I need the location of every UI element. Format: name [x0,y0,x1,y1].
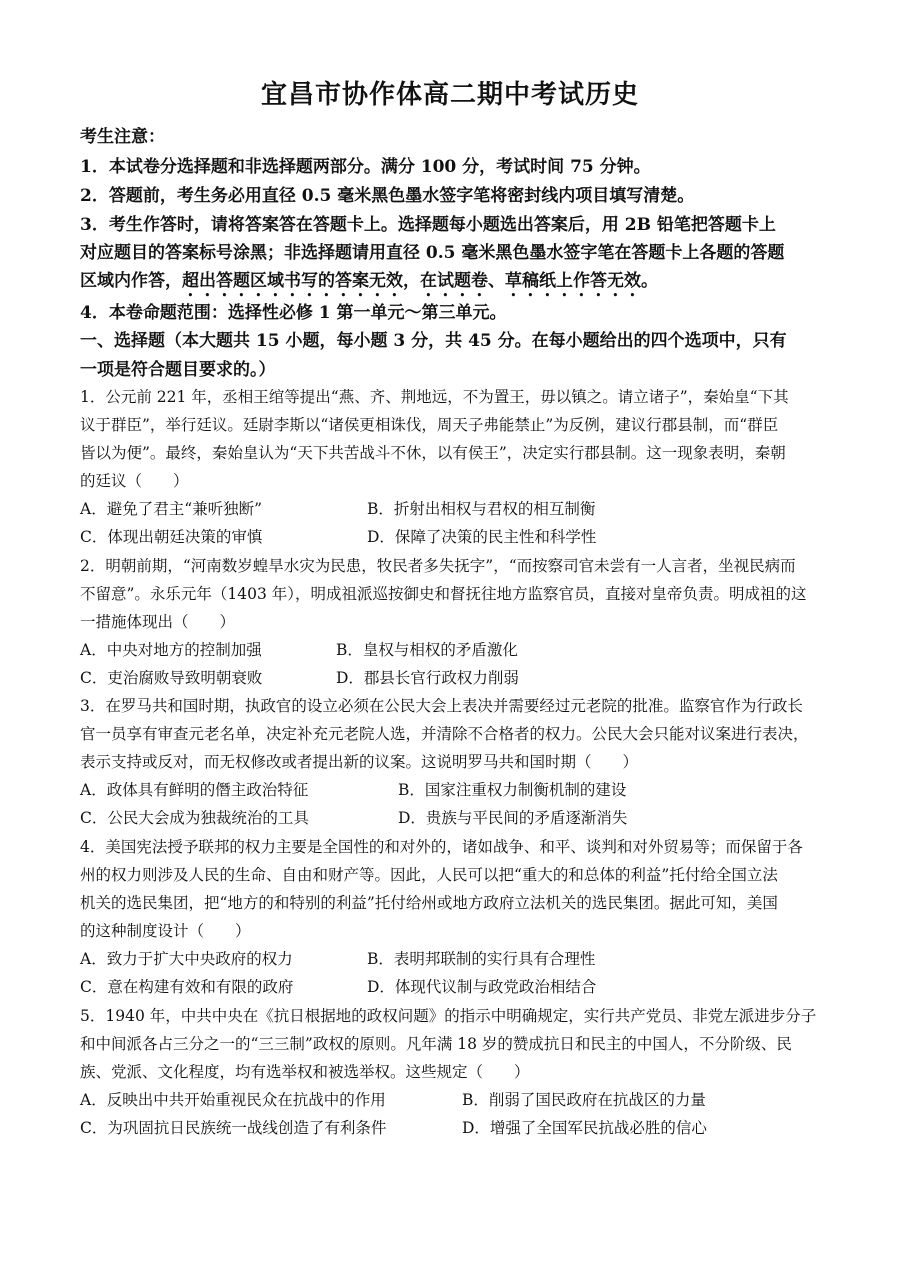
notice-line-6: 4．本卷命题范围：选择性必修 1 第一单元～第三单元。 [80,303,507,323]
q2-option-c: C．吏治腐败导致明朝衰败 [80,669,263,687]
q1-option-a: A．避免了君主“兼听独断” [80,500,263,518]
q2-option-b: B．皇权与相权的矛盾激化 [336,641,518,659]
q1-option-b: B．折射出相权与君权的相互制衡 [367,500,596,518]
q5-stem-line-3: 族、党派、文化程度，均有选举权和被选举权。这些规定（ ） [80,1063,530,1081]
q4-option-d: D．体现代议制与政党政治相结合 [367,978,597,996]
section-heading-line-2: 一项是符合题目要求的。） [80,360,276,380]
q1-option-c: C．体现出朝廷决策的审慎 [80,528,263,546]
q1-option-d: D．保障了决策的民主性和科学性 [367,528,597,546]
q4-option-c: C．意在构建有效和有限的政府 [80,978,294,996]
q1-stem-line-4: 的廷议（ ） [80,472,189,490]
section-heading-line-1: 一、选择题（本大题共 15 小题，每小题 3 分，共 45 分。在每小题给出的四个选项中，只有 [80,331,787,351]
q4-stem-line-2: 州的权力则涉及人民的生命、自由和财产等。因此，人民可以把“重大的和总体的利益”托付给全国立法 [80,866,778,884]
q1-stem-line-3: 皆以为便”。最终，秦始皇认为“天下共苦战斗不休，以有侯王”，决定实行郡县制。这一现象表明，秦朝 [80,444,786,462]
q2-stem-line-2: 不留意”。永乐元年（1403 年），明成祖派巡按御史和督抚往地方监察官员，直接对皇帝负责。明成祖的这 [80,585,807,603]
q3-option-b: B．国家注重权力制衡机制的建设 [398,781,627,799]
q5-stem-line-2: 和中间派各占三分之一的“三三制”政权的原则。凡年满 18 岁的赞成抗日和民主的中国人，不分阶级、民 [80,1035,792,1053]
notice-line-2: 2．答题前，考生务必用直径 0.5 毫米黑色墨水签字笔将密封线内项目填写清楚。 [80,186,695,206]
q1-stem-line-2: 议于群臣”，举行廷议。廷尉李斯以“诸侯更相诛伐，周天子弗能禁止”为反例，建议行郡县制，而“群臣 [80,416,779,434]
q4-option-b: B．表明邦联制的实行具有合理性 [367,950,596,968]
notice-line-5-part: 区域内作答， [80,271,182,291]
q4-option-a: A．致力于扩大中央政府的权力 [80,950,293,968]
q4-stem-line-1: 4．美国宪法授予联邦的权力主要是全国性的和对外的，诸如战争、和平、谈判和对外贸易等；而保留于各 [80,838,803,856]
notice-line-5-part: ， [403,271,420,291]
notice-emphasis-2: 在试题卷、草稿纸上作答无效 [420,271,641,291]
q3-stem-line-2: 官一员享有审查元老名单，决定补充元老院人选，并清除不合格者的权力。公民大会只能对议案进行表决， [80,725,809,743]
q2-stem-line-1: 2．明朝前期，“河南数岁蝗旱水灾为民患，牧民者多失抚字”，“而按察司官未尝有一人言者，坐视民病而 [80,557,796,575]
q5-option-c: C．为巩固抗日民族统一战线创造了有利条件 [80,1119,387,1137]
q1-stem-line-1: 1．公元前 221 年，丞相王绾等提出“燕、齐、荆地远，不为置王，毋以镇之。请立诸子”，秦始皇“下其 [80,388,789,406]
q3-stem-line-1: 3．在罗马共和国时期，执政官的设立必须在公民大会上表决并需要经过元老院的批准。监察官作为行政长 [80,697,803,715]
q2-option-d: D．郡县长官行政权力削弱 [336,669,519,687]
q5-option-d: D．增强了全国军民抗战必胜的信心 [462,1119,707,1137]
notice-line-5 [80,266,822,301]
notice-line-5-part: 。 [641,271,658,291]
q4-stem-line-4: 的这种制度设计（ ） [80,922,251,940]
notice-line-3: 3．考生作答时，请将答案答在答题卡上。选择题每小题选出答案后，用 2B 铅笔把答题卡上 [80,215,776,235]
notice-line-4: 对应题目的答案标号涂黑；非选择题请用直径 0.5 毫米黑色墨水签字笔在答题卡上各题的答题 [80,243,785,263]
q3-stem-line-3: 表示支持或反对，而无权修改或者提出新的议案。这说明罗马共和国时期（ ） [80,753,639,771]
q5-option-a: A．反映出中共开始重视民众在抗战中的作用 [80,1091,386,1109]
q3-option-d: D．贵族与平民间的矛盾逐渐消失 [398,809,628,827]
q2-option-a: A．中央对地方的控制加强 [80,641,262,659]
q3-option-a: A．政体具有鲜明的僭主政治特征 [80,781,309,799]
q3-option-c: C．公民大会成为独裁统治的工具 [80,809,309,827]
q2-stem-line-3: 一措施体现出（ ） [80,613,236,631]
notice-heading: 考生注意： [80,127,165,147]
page-title: 宜昌市协作体高二期中考试历史 [260,80,639,110]
q4-stem-line-3: 机关的选民集团，把“地方的和特别的利益”托付给州或地方政府立法机关的选民集团。据此可知，美国 [80,894,778,912]
notice-line-1: 1．本试卷分选择题和非选择题两部分。满分 100 分，考试时间 75 分钟。 [80,157,651,177]
q5-stem-line-1: 5．1940 年，中共中央在《抗日根据地的政权问题》的指示中明确规定，实行共产党员、非党左派进步分子 [80,1007,817,1025]
notice-emphasis-1: 超出答题区域书写的答案无效 [182,271,403,291]
q5-option-b: B．削弱了国民政府在抗战区的力量 [462,1091,706,1109]
